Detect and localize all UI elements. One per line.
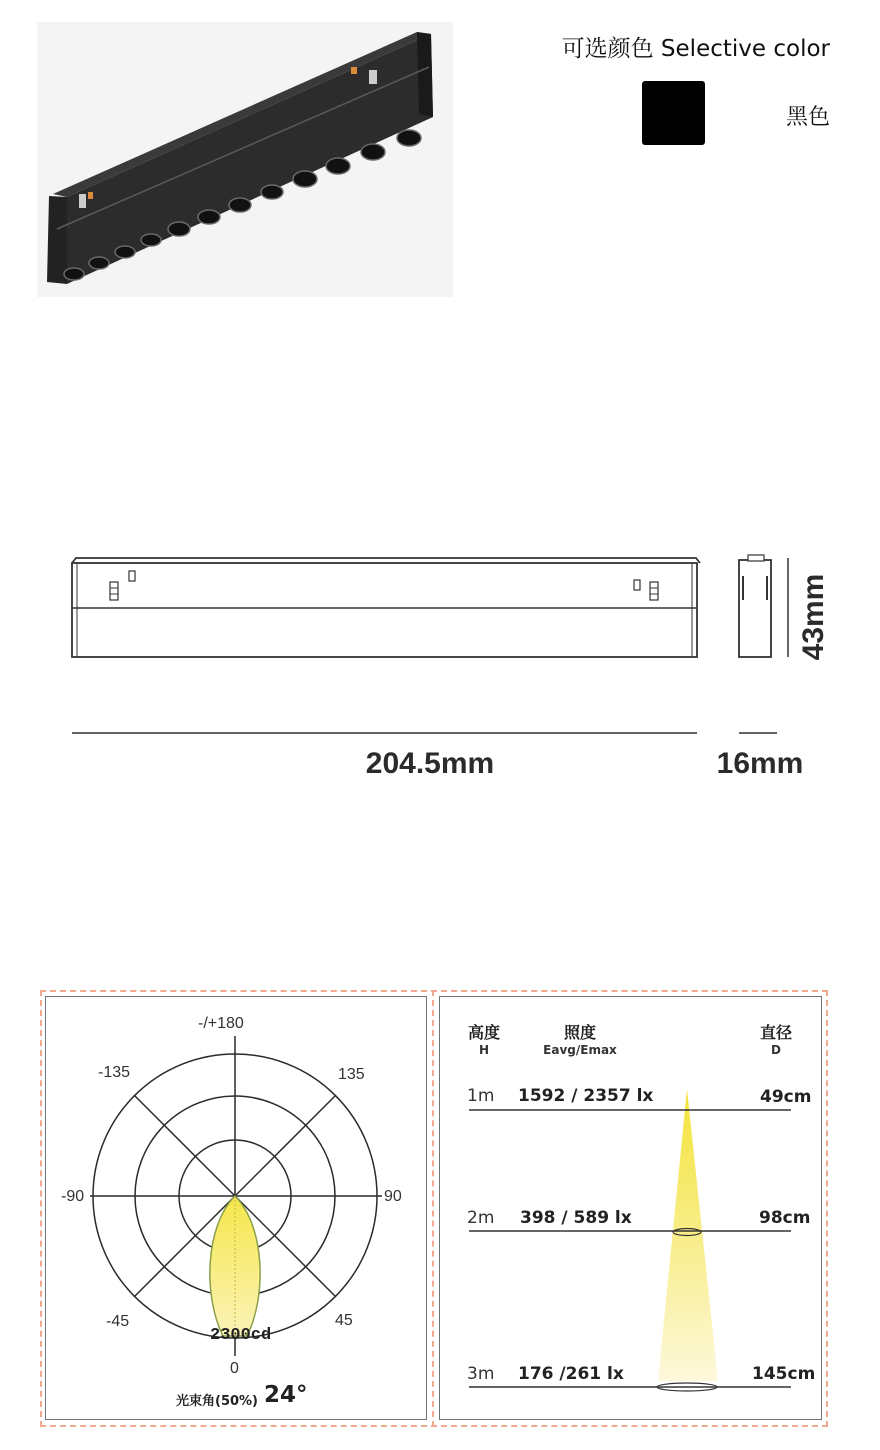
width-dimension: 16mm: [716, 747, 804, 780]
polar-chart: [45, 996, 427, 1420]
angle-label-45: 45: [335, 1312, 353, 1329]
peak-intensity: 2300cd: [210, 1326, 272, 1345]
row-diameter: 98cm: [759, 1208, 811, 1228]
color-swatch-black[interactable]: [642, 81, 705, 145]
beam-angle-label: 光束角(50%): [176, 1394, 258, 1409]
row-height: 3m: [467, 1364, 495, 1384]
angle-label-minus-90: -90: [61, 1188, 85, 1205]
angle-label-minus-135: -135: [98, 1064, 131, 1081]
color-section-title: 可选颜色 Selective color: [561, 36, 830, 62]
product-photo: [37, 22, 453, 297]
header-illuminance-sub: Eavg/Emax: [543, 1043, 617, 1057]
row-height: 1m: [467, 1086, 495, 1106]
length-dimension: 204.5mm: [365, 747, 495, 780]
header-diameter-sub: D: [771, 1043, 781, 1057]
header-height-sub: H: [478, 1043, 490, 1057]
header-height: 高度: [467, 1023, 500, 1042]
row-illuminance: 398 / 589 lx: [520, 1208, 632, 1228]
height-dimension: [780, 573, 850, 661]
row-diameter: 145cm: [752, 1364, 816, 1384]
row-height: 2m: [467, 1208, 495, 1228]
header-illuminance: 照度: [563, 1023, 596, 1042]
row-illuminance: 176 /261 lx: [518, 1364, 624, 1384]
beam-angle-value: 24°: [264, 1382, 308, 1408]
angle-label-0: 0: [230, 1360, 239, 1377]
height-dimension-text: 43mm: [797, 573, 830, 661]
angle-label-135: 135: [338, 1066, 365, 1083]
header-diameter: 直径: [759, 1023, 792, 1042]
track-light-render: [37, 22, 453, 297]
photometric-divider: [432, 990, 434, 1427]
angle-label-minus-45: -45: [106, 1313, 130, 1330]
row-diameter: 49cm: [760, 1087, 812, 1107]
end-view: [739, 555, 771, 657]
row-illuminance: 1592 / 2357 lx: [518, 1086, 654, 1106]
angle-label-180: -/+180: [198, 1015, 244, 1032]
color-swatch-label: 黑色: [785, 105, 830, 130]
angle-label-90: 90: [384, 1188, 402, 1205]
side-view: [72, 558, 700, 657]
